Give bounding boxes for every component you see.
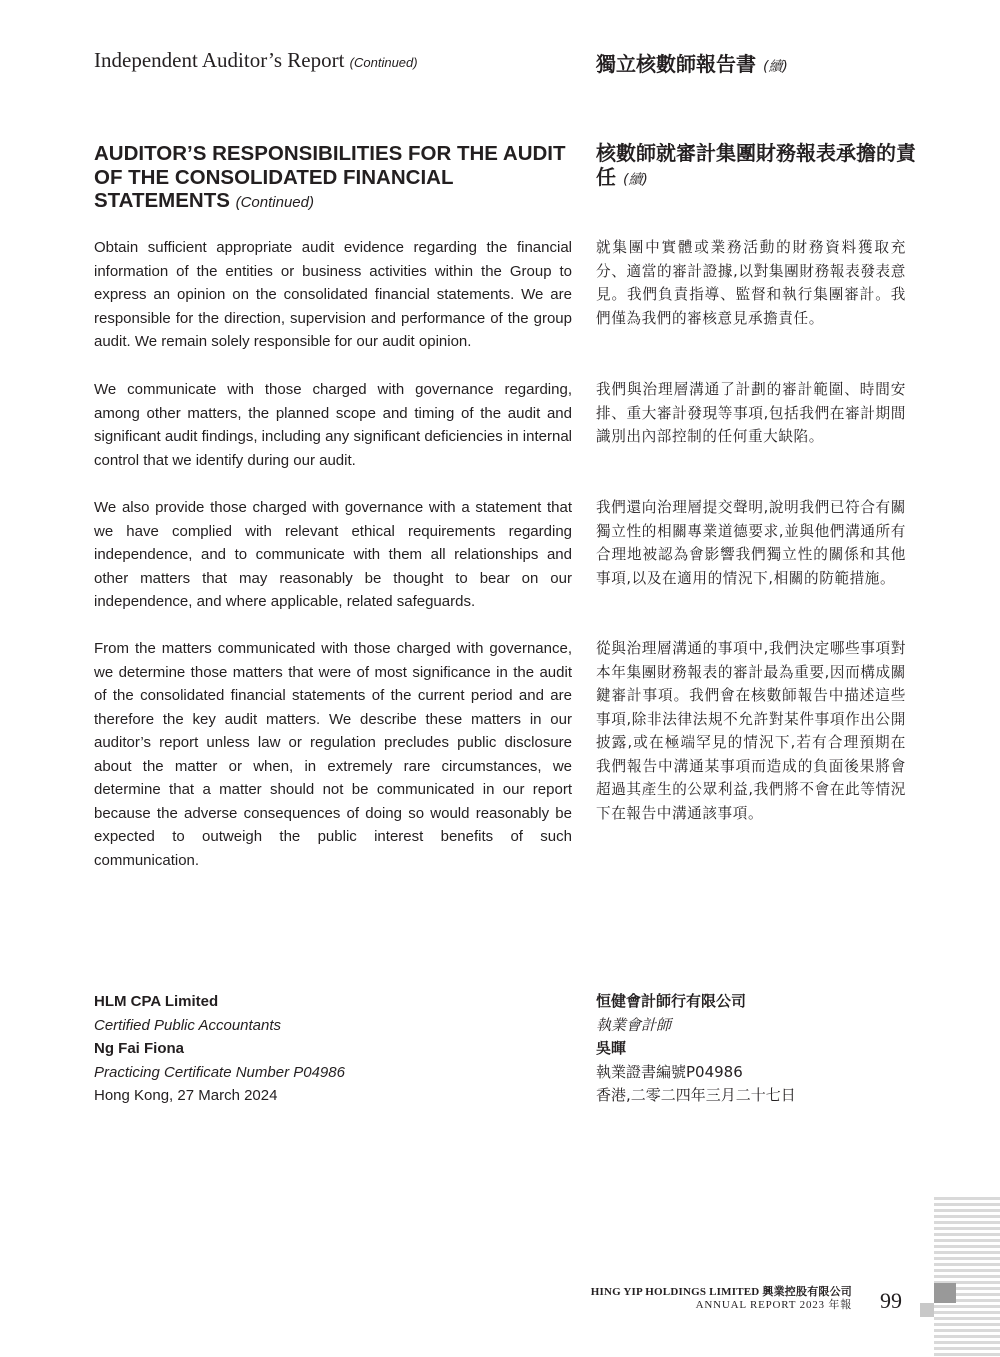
paragraph-zh-key-audit-matters: 從與治理層溝通的事項中,我們決定哪些事項對本年集團財務報表的審計最為重要,因而構成關鍵審計事項。我們會在核數師報告中描述這些事項,除非法律法規不允許對某件事項作出公開披露,或在極端罕見的情況下,若有合理預期在我們報告中溝通某事項而造成的負面後果將會超過其產生的公眾利益,我們將不會在此等情況下在報告中溝通該事項。	[596, 640, 906, 822]
signature-block-en	[94, 990, 345, 1108]
signature-name-en: Ng Fai Fiona	[94, 1040, 184, 1057]
signature-firm-en: HLM CPA Limited	[94, 993, 219, 1010]
running-header-continued-zh: (續)	[762, 59, 788, 75]
footer-company-name: HING YIP HOLDINGS LIMITED 興業控股有限公司	[590, 1286, 852, 1298]
signature-role-en: Certified Public Accountants	[94, 1016, 282, 1034]
footer-report-name: ANNUAL REPORT 2023 年報	[695, 1299, 852, 1311]
signature-firm-zh: 恒健會計師行有限公司	[596, 992, 747, 1010]
paragraph-en-key-audit-matters: From the matters communicated with those charged with governance, we determine those matters that were of most significance in the audit of the consolidated financial statements of the current period and are therefore the key audit matters. We describe these matters in our auditor’s report unless law or regulation precludes public disclosure about the matter or when, in extremely rare circumstances, we determine that a matter should not be communicated in our report because the adverse consequences of doing so would reasonably be expected to outweigh the public interest benefits of such communication.	[94, 640, 572, 869]
decorative-square-dark	[934, 1283, 956, 1303]
section-heading-zh	[596, 141, 916, 192]
paragraph-en-audit-evidence: Obtain sufficient appropriate audit evidence regarding the financial information of the entities or business activities within the Group to express an opinion on the consolidated financial statements. We are responsible for the direction, supervision and performance of the group audit. We remain solely responsible for our audit opinion.	[94, 239, 572, 350]
section-heading-en	[94, 142, 574, 215]
paragraph-en-governance-communication: We communicate with those charged with governance regarding, among other matters, the planned scope and timing of the audit and significant audit findings, including any significant deficiencies in internal control that we identify during our audit.	[94, 381, 572, 469]
section-heading-en-text: AUDITOR’S RESPONSIBILITIES FOR THE AUDIT OF THE CONSOLIDATED FINANCIAL STATEMENTS	[94, 142, 566, 212]
decorative-stripes	[934, 1197, 1000, 1357]
paragraph-zh-audit-evidence: 就集團中實體或業務活動的財務資料獲取充分、適當的審計證據,以對集團財務報表發表意見。我們負責指導、監督和執行集團審計。我們僅為我們的審核意見承擔責任。	[596, 239, 906, 327]
signature-role-zh: 執業會計師	[596, 1015, 672, 1034]
section-heading-zh-continued: (續)	[622, 172, 648, 188]
paragraph-zh-independence-statement: 我們還向治理層提交聲明,說明我們已符合有關獨立性的相關專業道德要求,並與他們溝通所有合理地被認為會影響我們獨立性的關係和其他事項,以及在適用的情況下,相關的防範措施。	[596, 499, 906, 587]
signature-certificate-en: Practicing Certificate Number P04986	[94, 1063, 345, 1081]
section-heading-en-continued: (Continued)	[235, 194, 314, 211]
running-header-zh	[596, 48, 788, 77]
paragraph-zh-governance-communication: 我們與治理層溝通了計劃的審計範圍、時間安排、重大審計發現等事項,包括我們在審計期間識別出內部控制的任何重大缺陷。	[596, 381, 906, 445]
footer-company-block	[591, 1286, 852, 1312]
signature-name-zh: 吳暉	[596, 1039, 627, 1057]
page-number: 99	[880, 1288, 902, 1313]
running-header-title-en: Independent Auditor’s Report	[94, 48, 345, 72]
running-header-en	[94, 48, 418, 73]
signature-place-date-zh: 香港,二零二四年三月二十七日	[596, 1086, 796, 1104]
decorative-square-light	[920, 1303, 934, 1317]
paragraph-en-independence-statement: We also provide those charged with governance with a statement that we have complied with relevant ethical requirements regarding independence, and to communicate with them all relationships and other matters that may reasonably be thought to bear on our independence, and where applicable, related safeguards.	[94, 499, 572, 610]
running-header-continued-en: (Continued)	[349, 55, 418, 70]
signature-place-date-en: Hong Kong, 27 March 2024	[94, 1087, 278, 1104]
signature-certificate-zh: 執業證書編號P04986	[596, 1062, 743, 1081]
signature-block-zh	[596, 990, 796, 1108]
section-heading-zh-text: 核數師就審計集團財務報表承擔的責任	[596, 141, 916, 189]
running-header-title-zh: 獨立核數師報告書	[596, 52, 756, 76]
